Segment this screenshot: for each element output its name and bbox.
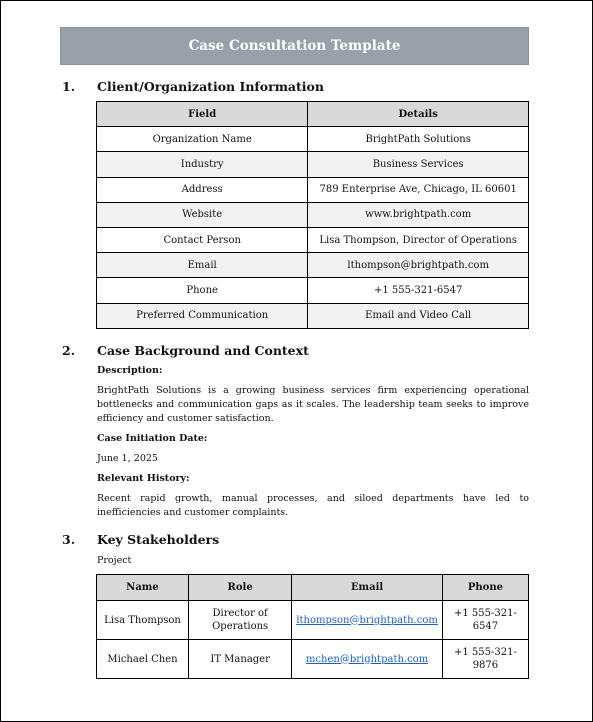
table-row	[97, 278, 529, 303]
column-header-phone: Phone	[442, 575, 528, 601]
field-cell: Industry	[97, 152, 308, 177]
details-cell: www.brightpath.com	[308, 202, 529, 227]
details-cell: lthompson@brightpath.com	[308, 253, 529, 278]
client-info-table	[96, 101, 529, 329]
field-cell: Website	[97, 202, 308, 227]
details-cell: BrightPath Solutions	[308, 127, 529, 152]
section-1-number: 1.	[62, 79, 76, 94]
email-cell	[292, 640, 443, 679]
table-row	[97, 303, 529, 328]
stakeholders-subtitle: Project	[97, 555, 132, 566]
stakeholders-table	[96, 574, 529, 679]
field-cell: Preferred Communication	[97, 303, 308, 328]
details-cell: 789 Enterprise Ave, Chicago, IL 60601	[308, 177, 529, 202]
table-row	[97, 202, 529, 227]
description-text: BrightPath Solutions is a growing business services firm experiencing operational bottlenecks and communication gaps as it scales. The leadership team seeks to improve efficiency and customer satisfaction.	[97, 385, 529, 424]
phone-cell: +1 555-321-9876	[442, 640, 528, 679]
initiation-date-label: Case Initiation Date:	[97, 433, 208, 444]
section-2-number: 2.	[62, 343, 76, 358]
table-row	[97, 640, 529, 679]
name-cell: Michael Chen	[97, 640, 189, 679]
initiation-date: June 1, 2025	[97, 453, 158, 464]
email-cell	[292, 601, 443, 640]
table-row	[97, 127, 529, 152]
column-header-email: Email	[292, 575, 443, 601]
table-row	[97, 601, 529, 640]
details-cell: Business Services	[308, 152, 529, 177]
role-cell: IT Manager	[188, 640, 291, 679]
name-cell: Lisa Thompson	[97, 601, 189, 640]
phone-cell: +1 555-321-6547	[442, 601, 528, 640]
details-cell: Email and Video Call	[308, 303, 529, 328]
section-3-number: 3.	[62, 532, 76, 547]
table-row	[97, 227, 529, 252]
details-cell: Lisa Thompson, Director of Operations	[308, 227, 529, 252]
section-3-title: Key Stakeholders	[97, 532, 220, 547]
role-cell: Director of Operations	[188, 601, 291, 640]
column-header-name: Name	[97, 575, 189, 601]
field-cell: Address	[97, 177, 308, 202]
column-header-role: Role	[188, 575, 291, 601]
history-label: Relevant History:	[97, 473, 190, 484]
section-2-title: Case Background and Context	[97, 343, 309, 358]
email-link[interactable]: lthompson@brightpath.com	[296, 614, 438, 626]
field-cell: Email	[97, 253, 308, 278]
table-row	[97, 152, 529, 177]
column-header-details: Details	[308, 102, 529, 127]
table-row	[97, 253, 529, 278]
field-cell: Contact Person	[97, 227, 308, 252]
table-header-row	[97, 575, 529, 601]
description-label: Description:	[97, 365, 163, 376]
section-1-title: Client/Organization Information	[97, 79, 324, 94]
field-cell: Phone	[97, 278, 308, 303]
field-cell: Organization Name	[97, 127, 308, 152]
document-title: Case Consultation Template	[60, 27, 529, 65]
history-text: Recent rapid growth, manual processes, and siloed departments have led to inefficiencies and customer complaints.	[97, 493, 529, 518]
details-cell: +1 555-321-6547	[308, 278, 529, 303]
table-header-row	[97, 102, 529, 127]
column-header-field: Field	[97, 102, 308, 127]
email-link[interactable]: mchen@brightpath.com	[305, 653, 429, 665]
table-row	[97, 177, 529, 202]
